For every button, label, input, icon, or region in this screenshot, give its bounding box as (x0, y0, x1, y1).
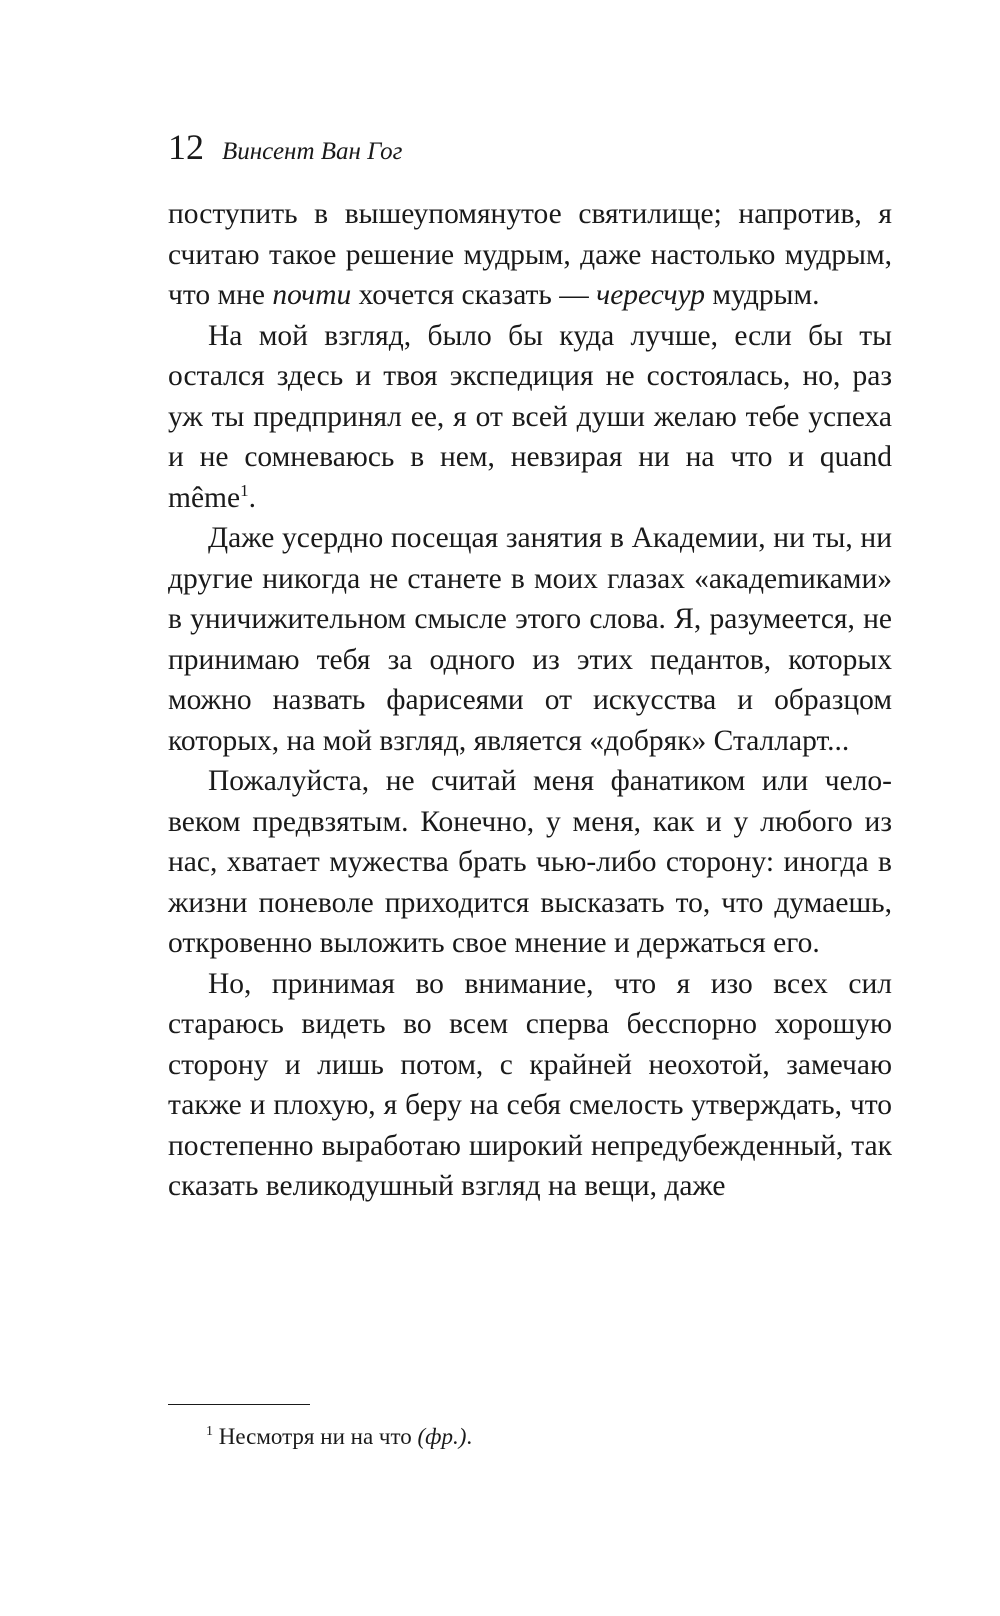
paragraph (168, 518, 892, 761)
paragraph (168, 761, 892, 964)
page-number: 12 (168, 127, 204, 167)
text-run: мудрым. (704, 279, 820, 311)
running-title: Винсент Ван Гог (222, 138, 403, 165)
paragraph (168, 964, 892, 1207)
italic-emphasis: чересчур (596, 279, 705, 311)
text-run: Даже усердно посещая занятия в Академии, ни ты, ни другие никогда не станете в моих глазах «акадеmиками» в уничижительном смысле этого слова. Я, разумеется, не принимаю тебя за одного из этих педантов, которых можно назвать фарисеями от искусства и образцом которых, на мой взгляд, является «добряк» Сталларт... (168, 522, 892, 757)
book-page (168, 0, 892, 1616)
italic-emphasis: почти (272, 279, 352, 311)
footnote-text: Несмотря ни на что (218, 1424, 418, 1449)
running-head (168, 122, 402, 172)
paragraph (168, 194, 892, 316)
footnote-end: . (466, 1424, 473, 1449)
paragraph (168, 316, 892, 519)
text-run: хочется сказать — (351, 279, 597, 311)
text-run: На мой взгляд, было бы куда лучше, если бы ты остался здесь и твоя экспедиция не состоялась, но, раз уж ты предпринял ее, я от всей души желаю тебе успеха и не сомневаюсь в нем, невзирая ни на что и quand même (168, 319, 892, 514)
footnote-reference: 1 (240, 480, 249, 500)
footnote-divider (168, 1404, 310, 1405)
text-run: Но, принимая во внимание, что я изо всех сил стараюсь видеть во всем сперва бесспорно хорошую сторону и лишь потом, с крайней неохотой, замечаю также и плохую, я беру на себя смелость утверждать, что постепенно выработаю широкий непредубежденный, так сказать великодушный взгляд на вещи, даже (168, 967, 892, 1202)
footnote-language-note: (фр.) (417, 1424, 467, 1449)
body-text (168, 194, 892, 1207)
footnote-marker: 1 (206, 1424, 213, 1439)
footnote (206, 1420, 472, 1454)
text-run: поступить в вышеупомянутое святилище; напротив, я считаю такое решение мудрым, даже настолько мудрым, что мне (168, 198, 892, 311)
text-run: . (248, 481, 256, 514)
text-run: Пожалуйста, не считай меня фанатиком или человеком предвзятым. Конечно, у меня, как и у любого из нас, хватает мужества брать чью-либо сторону: иногда в жизни поневоле приходится высказать то, что думаешь, откровенно выложить свое мнение и держаться его. (168, 765, 892, 959)
